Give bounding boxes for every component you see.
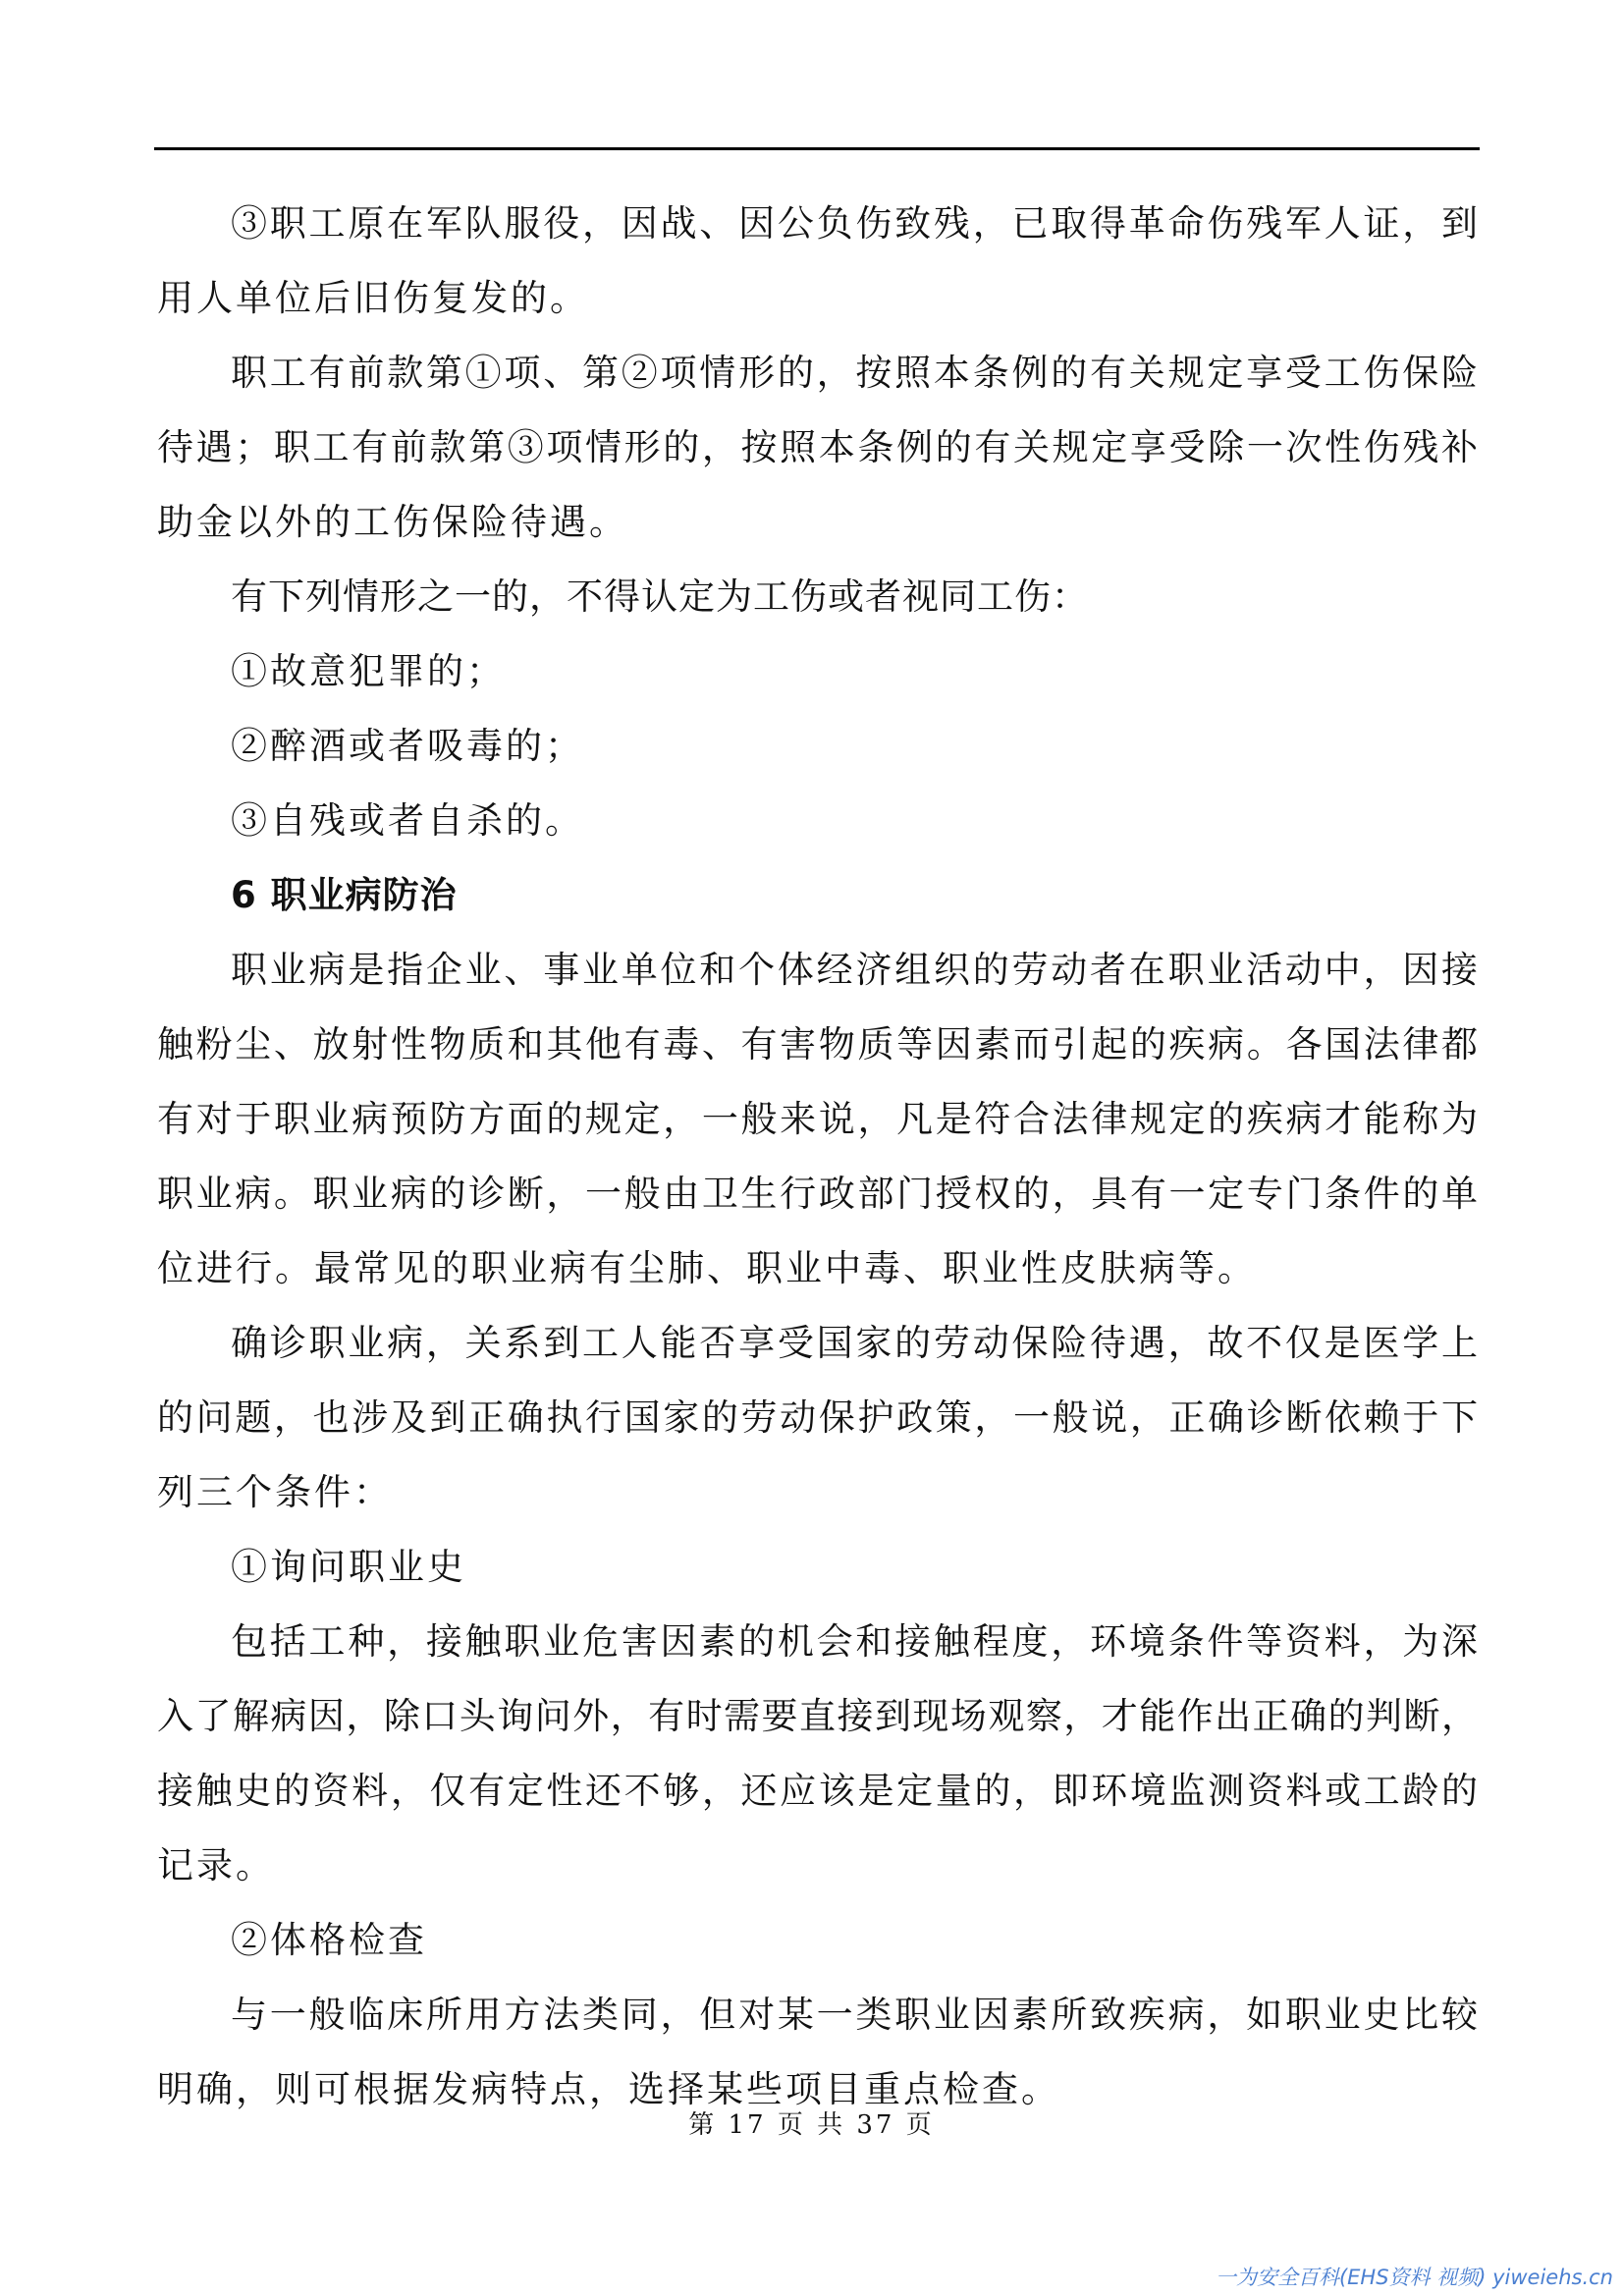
- text-line: 包括工种，接触职业危害因素的机会和接触程度，环境条件等资料，为深: [231, 1620, 1478, 1663]
- text-line: 位进行。最常见的职业病有尘肺、职业中毒、职业性皮肤病等。: [157, 1247, 1257, 1289]
- text-line: 确诊职业病，关系到工人能否享受国家的劳动保险待遇，故不仅是医学上: [231, 1322, 1478, 1364]
- header-rule: [154, 147, 1480, 150]
- text-line: 记录。: [157, 1844, 275, 1886]
- text-line: 待遇；职工有前款第③项情形的，按照本条例的有关规定享受除一次性伤残补: [157, 426, 1478, 468]
- text-line: 入了解病因，除口头询问外，有时需要直接到现场观察，才能作出正确的判断，: [157, 1695, 1478, 1737]
- page-number: 第 17 页 共 37 页: [688, 2110, 935, 2140]
- text-line: 职工有前款第①项、第②项情形的，按照本条例的有关规定享受工伤保险: [231, 352, 1478, 394]
- text-line: ③自残或者自杀的。: [231, 799, 584, 842]
- text-line: 列三个条件：: [157, 1471, 393, 1513]
- watermark: 一为安全百科(EHS资料 视频) yiweiehs.cn: [1215, 2266, 1613, 2289]
- text-line: 职业病。职业病的诊断，一般由卫生行政部门授权的，具有一定专门条件的单: [157, 1173, 1478, 1215]
- text-line: ①故意犯罪的；: [231, 650, 506, 692]
- text-line: 明确，则可根据发病特点，选择某些项目重点检查。: [157, 2068, 1060, 2110]
- text-line: 触粉尘、放射性物质和其他有毒、有害物质等因素而引起的疾病。各国法律都: [157, 1023, 1478, 1066]
- text-line: 有下列情形之一的，不得认定为工伤或者视同工伤：: [231, 575, 1089, 618]
- text-line: 用人单位后旧伤复发的。: [157, 277, 589, 319]
- text-line: 职业病是指企业、事业单位和个体经济组织的劳动者在职业活动中，因接: [231, 949, 1478, 991]
- text-line: 与一般临床所用方法类同，但对某一类职业因素所致疾病，如职业史比较: [231, 1994, 1478, 2036]
- text-line: 的问题，也涉及到正确执行国家的劳动保护政策，一般说，正确诊断依赖于下: [157, 1396, 1478, 1439]
- text-line: ②醉酒或者吸毒的；: [231, 725, 584, 767]
- text-line: ②体格检查: [231, 1919, 427, 1961]
- document-body: [157, 187, 1478, 2127]
- text-line: ①询问职业史: [231, 1546, 466, 1588]
- text-line: 助金以外的工伤保险待遇。: [157, 501, 628, 543]
- text-line: 6 职业病防治: [231, 874, 458, 916]
- text-line: ③职工原在军队服役，因战、因公负伤致残，已取得革命伤残军人证，到: [231, 202, 1478, 245]
- text-line: 有对于职业病预防方面的规定，一般来说，凡是符合法律规定的疾病才能称为: [157, 1098, 1478, 1140]
- text-line: 接触史的资料，仅有定性还不够，还应该是定量的，即环境监测资料或工龄的: [157, 1770, 1478, 1812]
